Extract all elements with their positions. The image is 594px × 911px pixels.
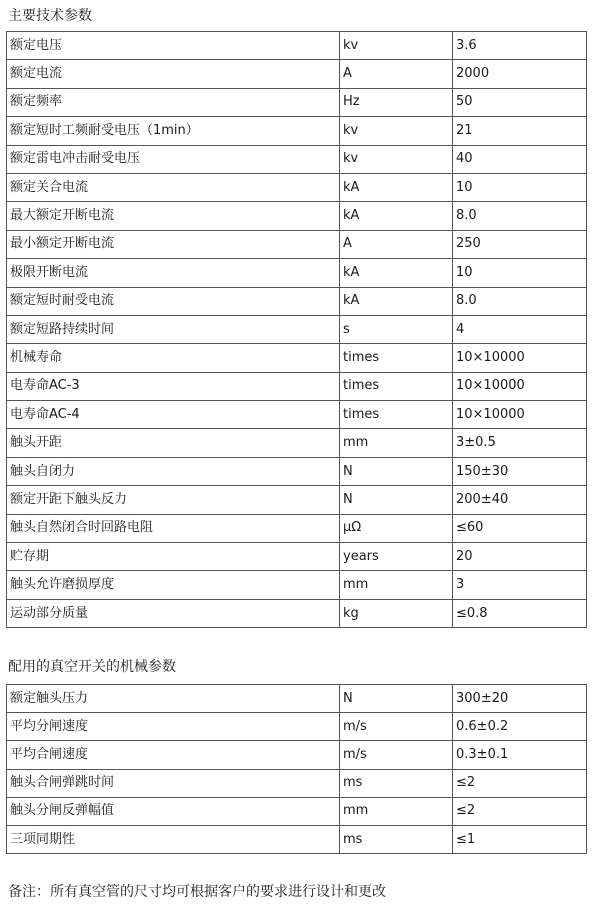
table-row xyxy=(7,173,587,201)
param-unit-cell: kA xyxy=(340,173,453,201)
param-value-cell: 8.0 xyxy=(453,202,587,230)
param-unit-cell: s xyxy=(340,315,453,343)
param-name-cell: 额定关合电流 xyxy=(7,173,340,201)
param-value-cell: 2000 xyxy=(453,60,587,88)
param-value-cell: ≤1 xyxy=(453,825,587,853)
param-value-cell: 20 xyxy=(453,543,587,571)
param-name-cell: 额定电压 xyxy=(7,32,340,60)
param-unit-cell: N xyxy=(340,457,453,485)
param-value-cell: 21 xyxy=(453,117,587,145)
param-unit-cell: times xyxy=(340,401,453,429)
param-name-cell: 额定短路持续时间 xyxy=(7,315,340,343)
param-value-cell: 10×10000 xyxy=(453,344,587,372)
param-name-cell: 额定触头压力 xyxy=(7,685,340,713)
param-unit-cell: mm xyxy=(340,571,453,599)
param-value-cell: 4 xyxy=(453,315,587,343)
param-name-cell: 极限开断电流 xyxy=(7,259,340,287)
param-name-cell: 额定雷电冲击耐受电压 xyxy=(7,145,340,173)
param-value-cell: 3.6 xyxy=(453,32,587,60)
param-unit-cell: m/s xyxy=(340,741,453,769)
param-value-cell: 3 xyxy=(453,571,587,599)
table-row xyxy=(7,401,587,429)
param-name-cell: 额定电流 xyxy=(7,60,340,88)
table-row xyxy=(7,60,587,88)
param-unit-cell: ms xyxy=(340,825,453,853)
param-unit-cell: kA xyxy=(340,202,453,230)
table-row xyxy=(7,88,587,116)
param-unit-cell: Hz xyxy=(340,88,453,116)
param-unit-cell: times xyxy=(340,372,453,400)
param-value-cell: ≤2 xyxy=(453,769,587,797)
param-unit-cell: years xyxy=(340,543,453,571)
param-name-cell: 三项同期性 xyxy=(7,825,340,853)
param-name-cell: 平均分闸速度 xyxy=(7,713,340,741)
param-value-cell: 50 xyxy=(453,88,587,116)
param-name-cell: 贮存期 xyxy=(7,543,340,571)
param-value-cell: 150±30 xyxy=(453,457,587,485)
table-row xyxy=(7,372,587,400)
param-name-cell: 平均合闸速度 xyxy=(7,741,340,769)
param-unit-cell: N xyxy=(340,685,453,713)
param-value-cell: ≤60 xyxy=(453,514,587,542)
table-row xyxy=(7,32,587,60)
table-row xyxy=(7,514,587,542)
section-title-vacuum-switch-params: 配用的真空开关的机械参数 xyxy=(8,659,176,675)
param-name-cell: 额定短时工频耐受电压（1min） xyxy=(7,117,340,145)
param-unit-cell: kg xyxy=(340,599,453,627)
table-row xyxy=(7,825,587,853)
param-value-cell: 10 xyxy=(453,173,587,201)
main-params-table xyxy=(6,31,587,628)
param-value-cell: 200±40 xyxy=(453,486,587,514)
param-value-cell: 8.0 xyxy=(453,287,587,315)
main-params-table-body xyxy=(7,32,587,628)
table-row xyxy=(7,145,587,173)
param-unit-cell: kv xyxy=(340,32,453,60)
param-name-cell: 触头开距 xyxy=(7,429,340,457)
param-name-cell: 最小额定开断电流 xyxy=(7,230,340,258)
param-unit-cell: kA xyxy=(340,287,453,315)
param-name-cell: 触头分闸反弹幅值 xyxy=(7,797,340,825)
param-unit-cell: m/s xyxy=(340,713,453,741)
param-unit-cell: kv xyxy=(340,117,453,145)
param-value-cell: 250 xyxy=(453,230,587,258)
table-row xyxy=(7,543,587,571)
param-unit-cell: kv xyxy=(340,145,453,173)
table-row xyxy=(7,769,587,797)
param-name-cell: 触头自然闭合时回路电阻 xyxy=(7,514,340,542)
footnote: 备注：所有真空管的尺寸均可根据客户的要求进行设计和更改 xyxy=(8,884,386,900)
table-row xyxy=(7,685,587,713)
table-row xyxy=(7,117,587,145)
table-row xyxy=(7,741,587,769)
param-unit-cell: μΩ xyxy=(340,514,453,542)
table-row xyxy=(7,202,587,230)
param-value-cell: 0.3±0.1 xyxy=(453,741,587,769)
section-title-main-params: 主要技术参数 xyxy=(8,8,92,24)
param-name-cell: 触头自闭力 xyxy=(7,457,340,485)
table-row xyxy=(7,429,587,457)
param-name-cell: 电寿命AC-3 xyxy=(7,372,340,400)
table-row xyxy=(7,230,587,258)
table-row xyxy=(7,486,587,514)
param-value-cell: 3±0.5 xyxy=(453,429,587,457)
param-name-cell: 最大额定开断电流 xyxy=(7,202,340,230)
param-value-cell: ≤0.8 xyxy=(453,599,587,627)
param-unit-cell: mm xyxy=(340,797,453,825)
table-row xyxy=(7,287,587,315)
table-row xyxy=(7,797,587,825)
param-unit-cell: ms xyxy=(340,769,453,797)
vacuum-switch-params-table-body xyxy=(7,685,587,854)
param-name-cell: 额定短时耐受电流 xyxy=(7,287,340,315)
param-value-cell: 300±20 xyxy=(453,685,587,713)
param-name-cell: 额定频率 xyxy=(7,88,340,116)
param-value-cell: 10×10000 xyxy=(453,372,587,400)
param-name-cell: 机械寿命 xyxy=(7,344,340,372)
param-name-cell: 触头合闸弹跳时间 xyxy=(7,769,340,797)
param-unit-cell: mm xyxy=(340,429,453,457)
param-value-cell: 10 xyxy=(453,259,587,287)
param-value-cell: 0.6±0.2 xyxy=(453,713,587,741)
param-value-cell: ≤2 xyxy=(453,797,587,825)
table-row xyxy=(7,571,587,599)
vacuum-switch-params-table xyxy=(6,684,587,854)
param-unit-cell: N xyxy=(340,486,453,514)
param-unit-cell: times xyxy=(340,344,453,372)
table-row xyxy=(7,259,587,287)
param-name-cell: 额定开距下触头反力 xyxy=(7,486,340,514)
param-name-cell: 触头允许磨损厚度 xyxy=(7,571,340,599)
table-row xyxy=(7,713,587,741)
param-name-cell: 电寿命AC-4 xyxy=(7,401,340,429)
param-unit-cell: kA xyxy=(340,259,453,287)
param-unit-cell: A xyxy=(340,60,453,88)
param-unit-cell: A xyxy=(340,230,453,258)
param-value-cell: 40 xyxy=(453,145,587,173)
param-value-cell: 10×10000 xyxy=(453,401,587,429)
table-row xyxy=(7,457,587,485)
param-name-cell: 运动部分质量 xyxy=(7,599,340,627)
table-row xyxy=(7,344,587,372)
table-row xyxy=(7,315,587,343)
table-row xyxy=(7,599,587,627)
